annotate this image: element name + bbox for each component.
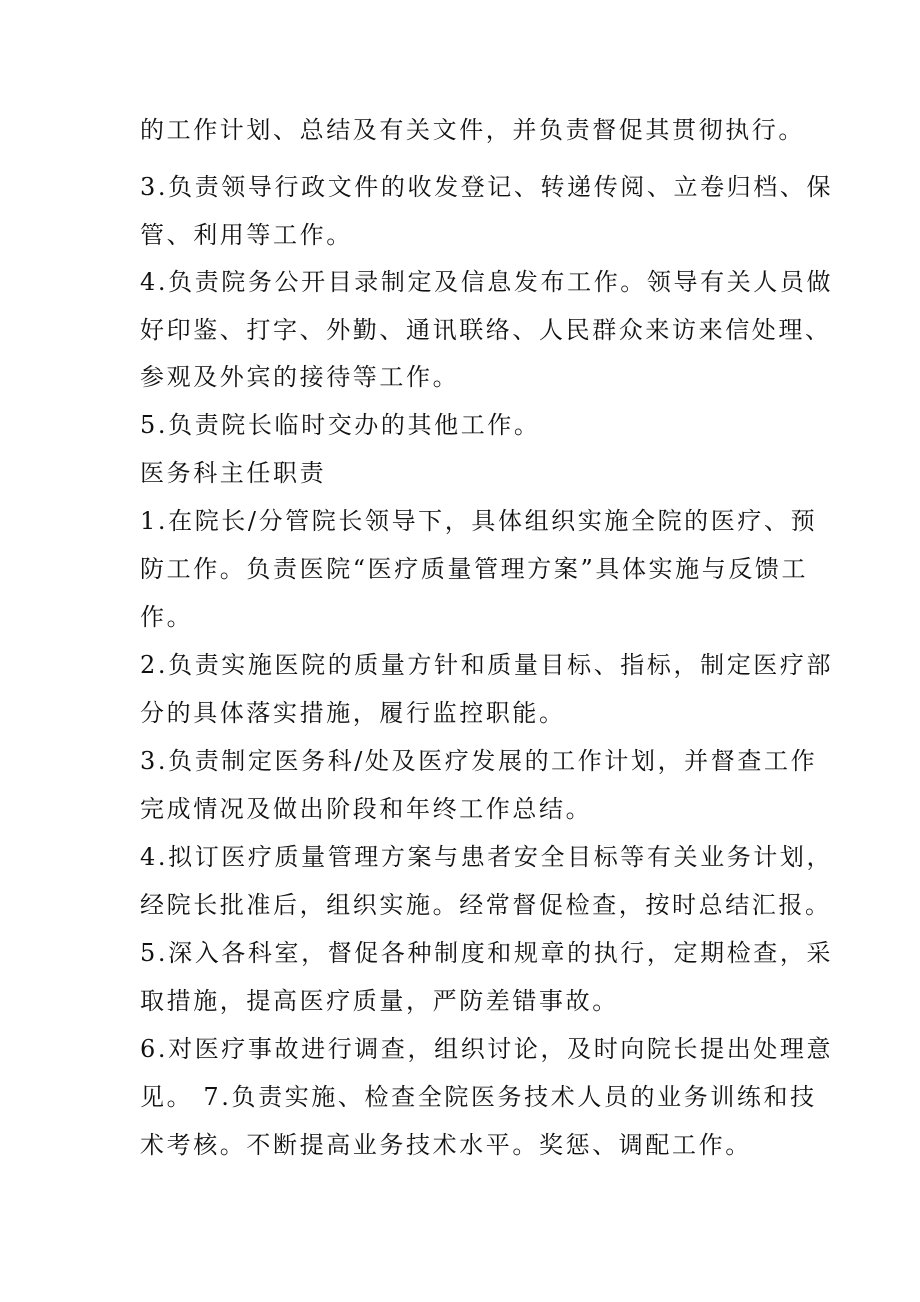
text-line: 见。 7.负责实施、检查全院医务技术人员的业务训练和技 xyxy=(140,1083,817,1111)
text-line: 防工作。负责医院“医疗质量管理方案”具体实施与反馈工 xyxy=(140,555,809,583)
text-line: 5.负责院长临时交办的其他工作。 xyxy=(140,411,541,439)
text-line: 1.在院长/分管院长领导下，具体组织实施全院的医疗、预 xyxy=(140,507,818,535)
text-line: 作。 xyxy=(140,603,194,631)
text-line: 3.负责制定医务科/处及医疗发展的工作计划，并督查工作 xyxy=(140,747,818,775)
text-line: 4.拟订医疗质量管理方案与患者安全目标等有关业务计划， xyxy=(140,843,834,871)
text-line: 3.负责领导行政文件的收发登记、转递传阅、立卷归档、保 xyxy=(140,173,834,201)
text-line: 完成情况及做出阶段和年终工作总结。 xyxy=(140,795,593,823)
text-line: 的工作计划、总结及有关文件，并负责督促其贯彻执行。 xyxy=(140,116,805,144)
text-line: 4.负责院务公开目录制定及信息发布工作。领导有关人员做 xyxy=(140,268,834,296)
text-line: 5.深入各科室，督促各种制度和规章的执行，定期检查，采 xyxy=(140,939,834,967)
text-line: 分的具体落实措施，履行监控职能。 xyxy=(140,699,566,727)
text-line: 好印鉴、打字、外勤、通讯联络、人民群众来访来信处理、 xyxy=(140,316,832,344)
text-line: 2.负责实施医院的质量方针和质量目标、指标，制定医疗部 xyxy=(140,651,834,679)
text-line: 经院长批准后，组织实施。经常督促检查，按时总结汇报。 xyxy=(140,891,832,919)
text-line: 参观及外宾的接待等工作。 xyxy=(140,363,460,391)
text-line: 术考核。不断提高业务技术水平。奖惩、调配工作。 xyxy=(140,1131,752,1159)
text-line: 管、利用等工作。 xyxy=(140,221,353,249)
text-line: 6.对医疗事故进行调查，组织讨论，及时向院长提出处理意 xyxy=(140,1035,834,1063)
section-heading: 医务科主任职责 xyxy=(140,459,327,487)
text-line: 取措施，提高医疗质量，严防差错事故。 xyxy=(140,987,619,1015)
